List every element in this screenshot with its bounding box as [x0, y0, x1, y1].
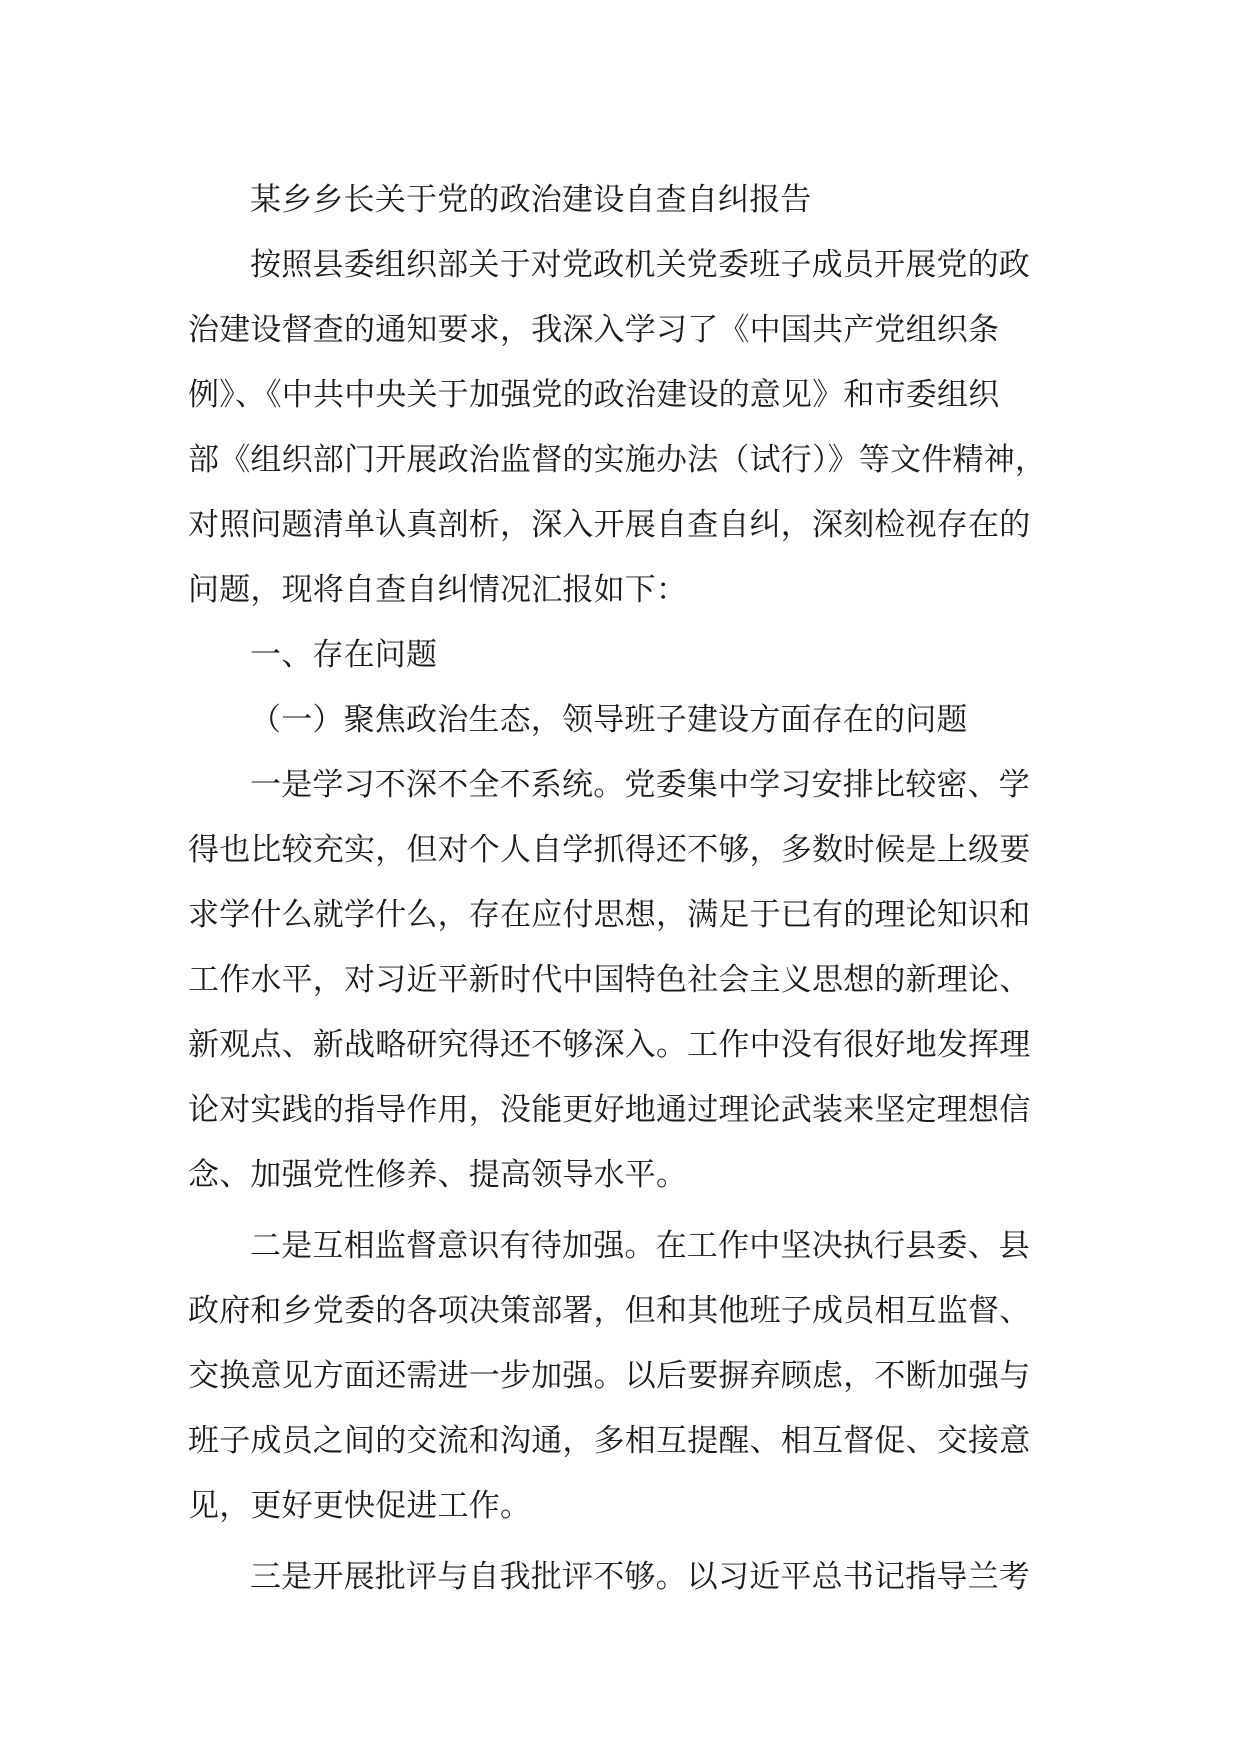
paragraph-line: 新观点、新战略研究得还不够深入。工作中没有很好地发挥理	[188, 1027, 1031, 1063]
paragraph-line: 按照县委组织部关于对党政机关党委班子成员开展党的政	[250, 247, 1030, 283]
paragraph-line: 问题，现将自查自纠情况汇报如下：	[188, 572, 688, 608]
paragraph-line: 念、加强党性修养、提高领导水平。	[188, 1157, 688, 1193]
point-two-paragraph	[188, 1214, 1068, 1539]
point-one-paragraph	[188, 753, 1068, 1208]
paragraph-line: 求学什么就学什么，存在应付思想，满足于已有的理论知识和	[188, 897, 1031, 933]
section-heading: 一、存在问题	[250, 637, 438, 673]
paragraph-line: 交换意见方面还需进一步加强。以后要摒弃顾虑，不断加强与	[188, 1358, 1031, 1394]
paragraph-line: 班子成员之间的交流和沟通，多相互提醒、相互督促、交接意	[188, 1423, 1031, 1459]
intro-paragraph	[188, 233, 1068, 623]
paragraph-line: 一是学习不深不全不系统。党委集中学习安排比较密、学	[250, 767, 1030, 803]
paragraph-line: 见，更好更快促进工作。	[188, 1488, 532, 1524]
paragraph-line: 治建设督查的通知要求，我深入学习了《中国共产党组织条	[188, 312, 1000, 348]
paragraph-line: 工作水平，对习近平新时代中国特色社会主义思想的新理论、	[188, 962, 1031, 998]
paragraph-line: 例》、《中共中央关于加强党的政治建设的意见》和市委组织	[188, 377, 1000, 413]
paragraph-line: 二是互相监督意识有待加强。在工作中坚决执行县委、县	[250, 1228, 1030, 1264]
paragraph-line: 论对实践的指导作用，没能更好地通过理论武装来坚定理想信	[188, 1092, 1031, 1128]
paragraph-line: 得也比较充实，但对个人自学抓得还不够，多数时候是上级要	[188, 832, 1031, 868]
document-title: 某乡乡长关于党的政治建设自查自纠报告	[250, 182, 812, 218]
paragraph-line: 政府和乡党委的各项决策部署，但和其他班子成员相互监督、	[188, 1293, 1031, 1329]
paragraph-line: 对照问题清单认真剖析，深入开展自查自纠，深刻检视存在的	[188, 507, 1031, 543]
paragraph-line: 三是开展批评与自我批评不够。以习近平总书记指导兰考	[250, 1559, 1030, 1595]
point-three-paragraph	[188, 1545, 1068, 1610]
subsection-heading: （一）聚焦政治生态，领导班子建设方面存在的问题	[250, 702, 968, 738]
paragraph-line: 部《组织部门开展政治监督的实施办法（试行）》等文件精神，	[188, 442, 1047, 478]
document-body	[188, 168, 1068, 1610]
